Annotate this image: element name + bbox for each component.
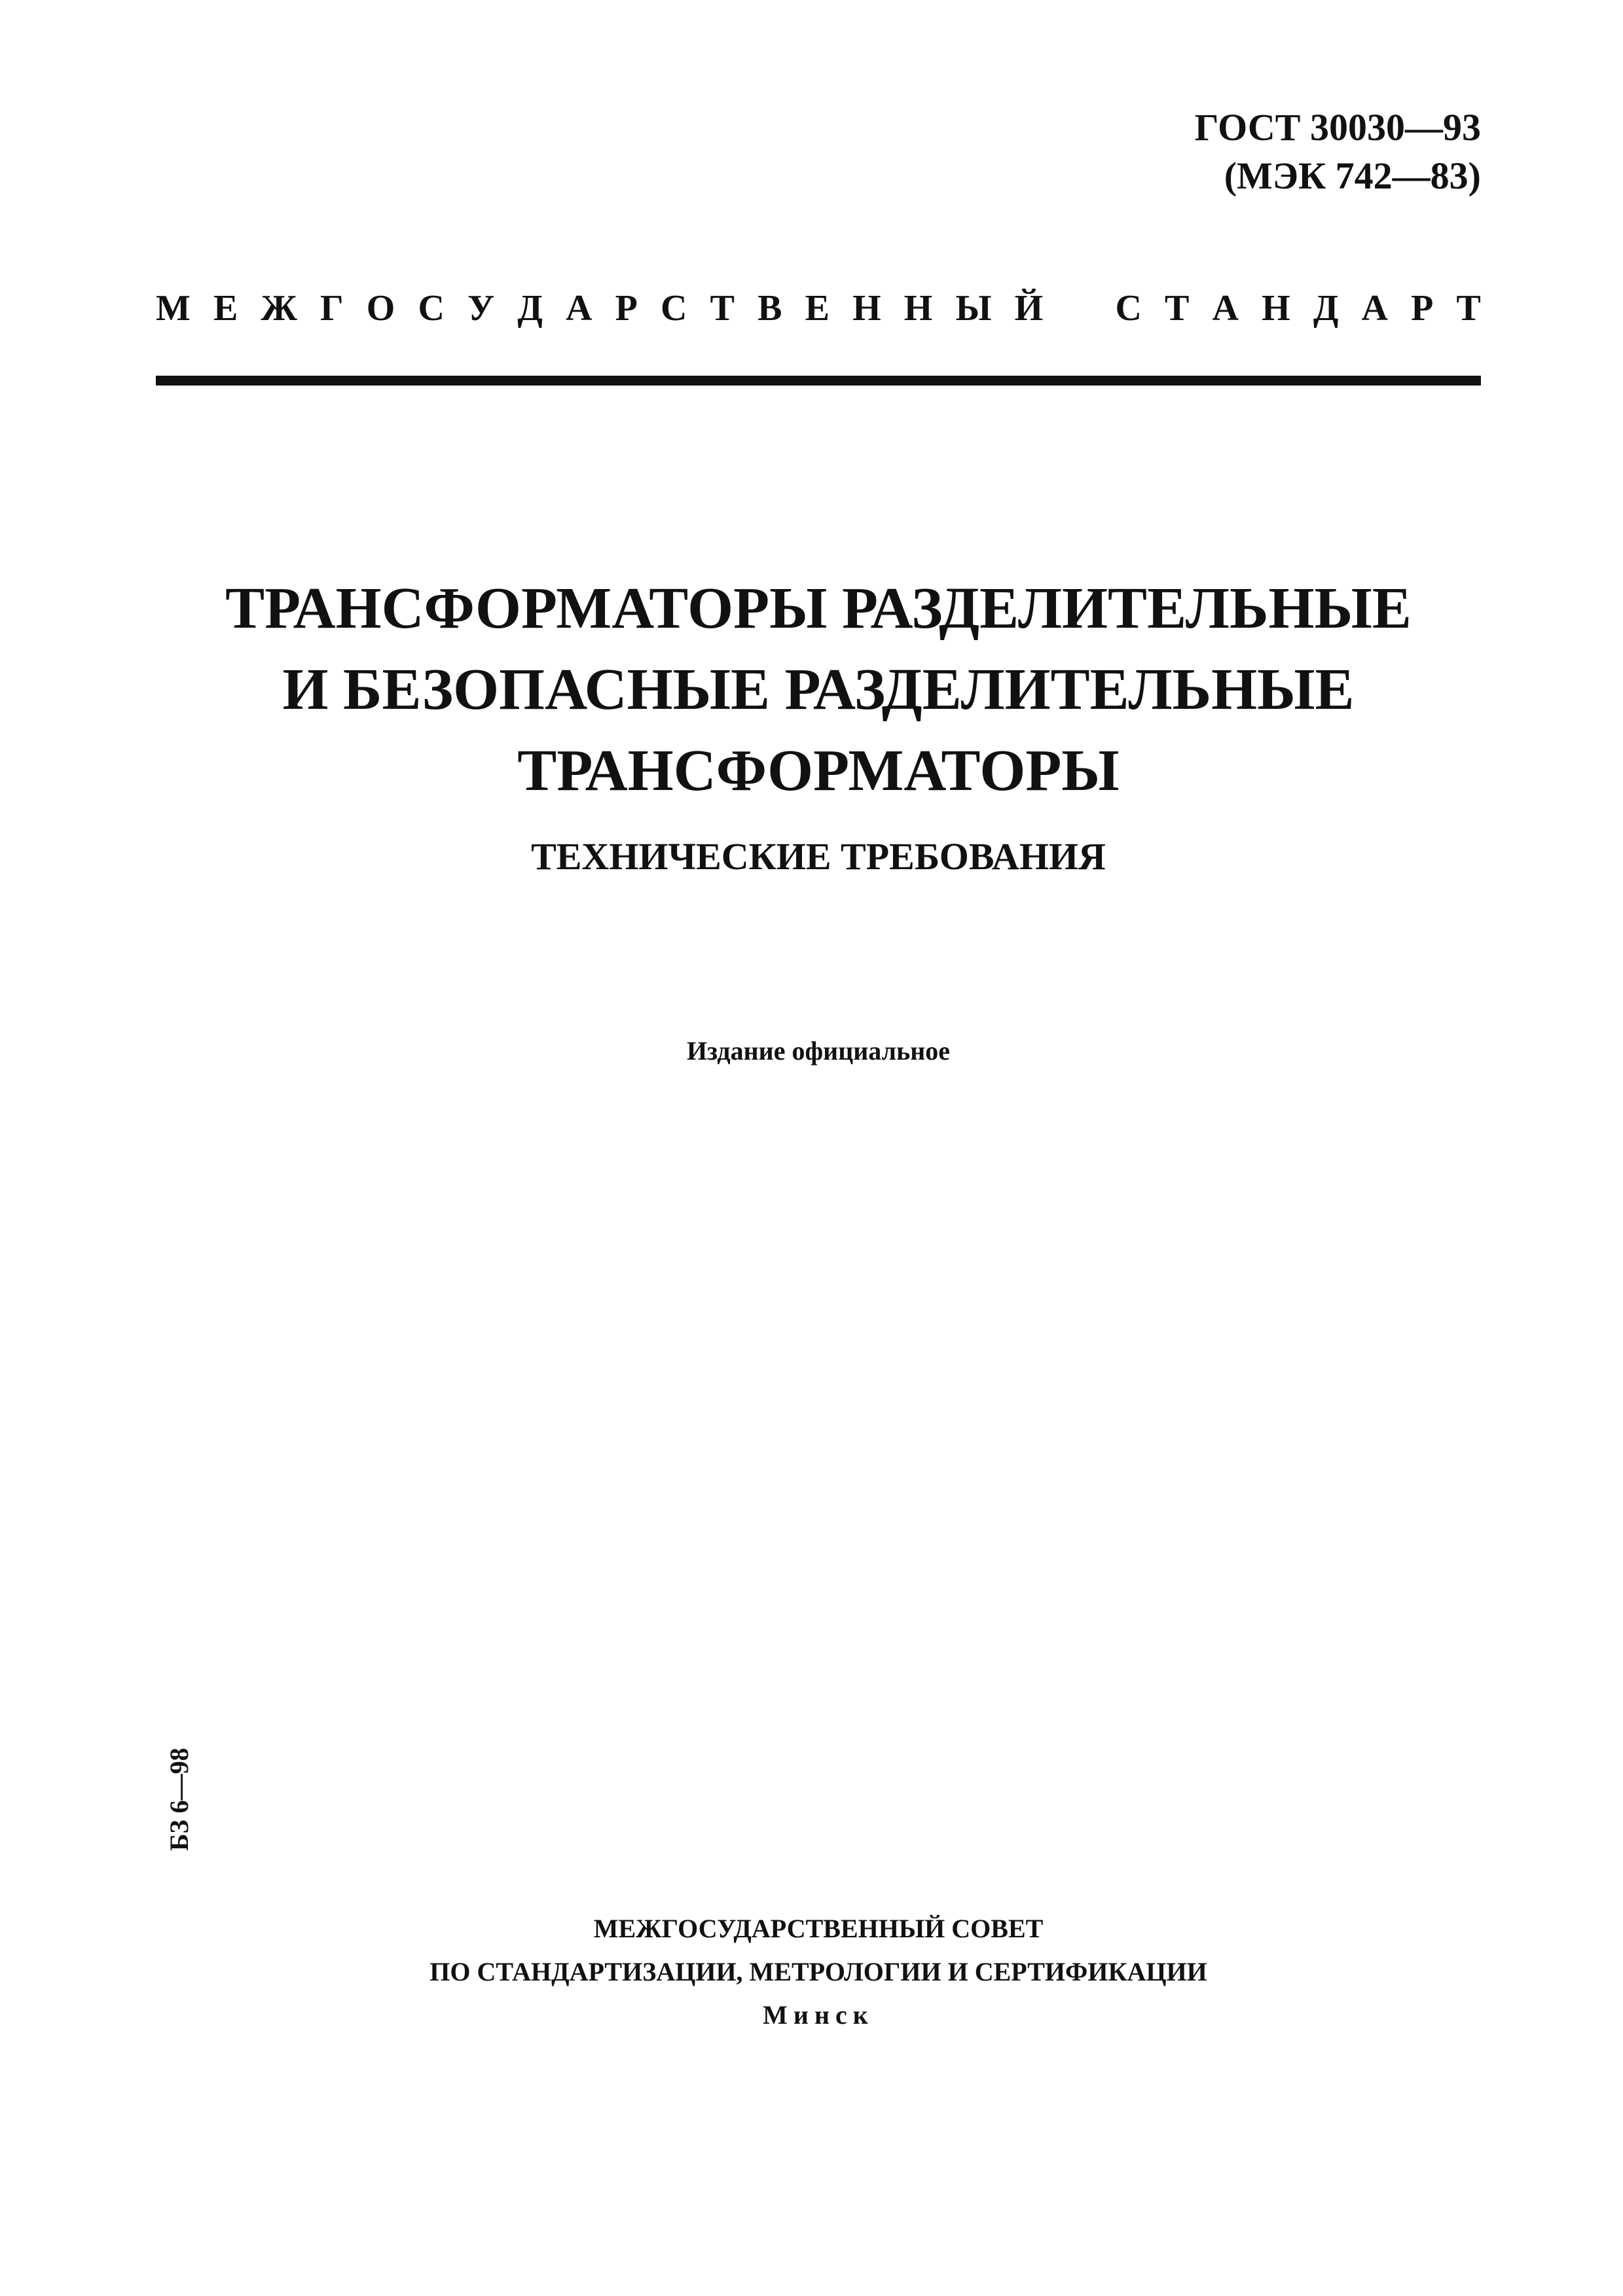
- category-word2-letter: Н: [1262, 288, 1290, 329]
- category-word1-letter: С: [418, 288, 445, 329]
- category-word1-letter: Д: [517, 288, 543, 329]
- standard-number: ГОСТ 30030—93: [1194, 106, 1481, 149]
- title-line-2: И БЕЗОПАСНЫЕ РАЗДЕЛИТЕЛЬНЫЕ: [282, 657, 1355, 722]
- category-word1-letter: В: [757, 288, 782, 329]
- divider-rule: [156, 376, 1481, 386]
- document-subtitle: ТЕХНИЧЕСКИЕ ТРЕБОВАНИЯ: [531, 835, 1106, 878]
- iec-number: (МЭК 742—83): [1224, 154, 1481, 197]
- edition-note: Издание официальное: [686, 1036, 951, 1066]
- category-word1-letter: Т: [710, 288, 735, 329]
- publisher-city: Минск: [763, 2000, 874, 2030]
- category-word2-letter: Т: [1456, 288, 1481, 329]
- standard-category: [156, 285, 1481, 331]
- category-word1-letter: Е: [213, 288, 238, 329]
- publisher-block: [156, 1907, 1481, 2037]
- category-word2-letter: Р: [1411, 288, 1434, 329]
- title-line-3: ТРАНСФОРМАТОРЫ: [517, 738, 1120, 803]
- title-line-1: ТРАНСФОРМАТОРЫ РАЗДЕЛИТЕЛЬНЫЕ: [225, 576, 1412, 641]
- publisher-line-1: МЕЖГОСУДАРСТВЕННЫЙ СОВЕТ: [593, 1914, 1044, 1943]
- category-word1-letter: Ы: [955, 288, 992, 329]
- category-word2-letter: А: [1361, 288, 1388, 329]
- category-word1-letter: Ж: [261, 288, 297, 329]
- category-word1-letter: М: [156, 288, 191, 329]
- document-title: [156, 568, 1481, 812]
- category-word2-letter: С: [1115, 288, 1142, 329]
- category-word-gap: [1066, 285, 1092, 331]
- category-word1-letter: Н: [903, 288, 933, 329]
- category-word1-letter: Й: [1014, 288, 1044, 329]
- category-word1-letter: А: [566, 288, 593, 329]
- category-word2-letter: Т: [1165, 288, 1190, 329]
- side-code: БЗ 6—98: [164, 1748, 194, 1851]
- category-word1-letter: С: [660, 288, 687, 329]
- category-word1-letter: О: [366, 288, 395, 329]
- category-word1-letter: Е: [805, 288, 830, 329]
- publisher-line-2: ПО СТАНДАРТИЗАЦИИ, МЕТРОЛОГИИ И СЕРТИФИКАЦИИ: [429, 1957, 1207, 1986]
- category-word1-letter: Р: [615, 288, 638, 329]
- category-word1-letter: У: [467, 288, 495, 329]
- category-word1-letter: Н: [852, 288, 881, 329]
- category-word2-letter: Д: [1313, 288, 1339, 329]
- standard-designation: [1195, 103, 1481, 200]
- category-word2-letter: А: [1212, 288, 1239, 329]
- category-word1-letter: Г: [320, 288, 344, 329]
